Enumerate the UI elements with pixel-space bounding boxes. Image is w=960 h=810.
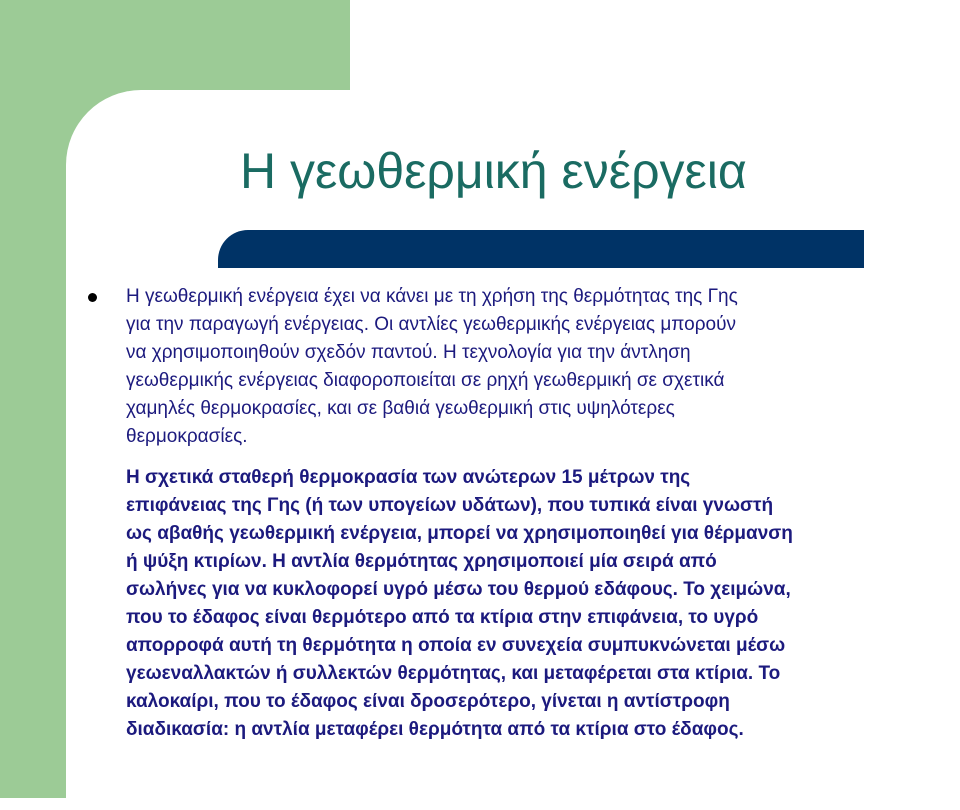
text-line: χαμηλές θερμοκρασίες, και σε βαθιά γεωθερμική στις υψηλότερες xyxy=(126,397,675,419)
text-line: ως αβαθής γεωθερμική ενέργεια, μπορεί να χρησιμοποιηθεί για θέρμανση xyxy=(126,523,793,545)
text-line: καλοκαίρι, που το έδαφος είναι δροσερότερο, γίνεται η αντίστροφη xyxy=(126,690,730,712)
text-line: απορροφά αυτή τη θερμότητα η οποία εν συνεχεία συμπυκνώνεται μέσω xyxy=(126,634,786,656)
title-accent-bar xyxy=(218,230,864,268)
bullet-dot-icon xyxy=(88,293,97,302)
text-line: που το έδαφος είναι θερμότερο από τα κτίρια στην επιφάνεια, το υγρό xyxy=(126,606,759,628)
text-line: Η γεωθερμική ενέργεια έχει να κάνει με τη χρήση της θερμότητας της Γης xyxy=(126,286,738,307)
bullet-paragraph xyxy=(126,283,960,450)
slide-body xyxy=(126,283,960,744)
text-line: να χρησιμοποιηθούν σχεδόν παντού. Η τεχνολογία για την άντληση xyxy=(126,341,691,363)
text-line: Η σχετικά σταθερή θερμοκρασία των ανώτερων 15 μέτρων της xyxy=(126,467,691,489)
text-line: θερμοκρασίες. xyxy=(126,425,248,447)
text-line: γεωθερμικής ενέργειας διαφοροποιείται σε ρηχή γεωθερμική σε σχετικά xyxy=(126,369,725,391)
text-line: για την παραγωγή ενέργειας. Οι αντλίες γεωθερμικής ενέργειας μπορούν xyxy=(126,313,736,335)
text-line: επιφάνειας της Γης (ή των υπογείων υδάτων), που τυπικά είναι γνωστή xyxy=(126,495,774,517)
detail-paragraph xyxy=(126,464,960,743)
text-line: διαδικασία: η αντλία μεταφέρει θερμότητα από τα κτίρια στο έδαφος. xyxy=(126,718,744,740)
text-line: γεωεναλλακτών ή συλλεκτών θερμότητας, και μεταφέρεται στα κτίρια. Το xyxy=(126,662,781,684)
slide-title: Η γεωθερμική ενέργεια xyxy=(240,143,747,199)
text-line: σωλήνες για να κυκλοφορεί υγρό μέσω του θερμού εδάφους. Το χειμώνα, xyxy=(126,579,791,601)
text-line: ή ψύξη κτιρίων. Η αντλία θερμότητας χρησιμοποιεί μία σειρά από xyxy=(126,551,717,573)
